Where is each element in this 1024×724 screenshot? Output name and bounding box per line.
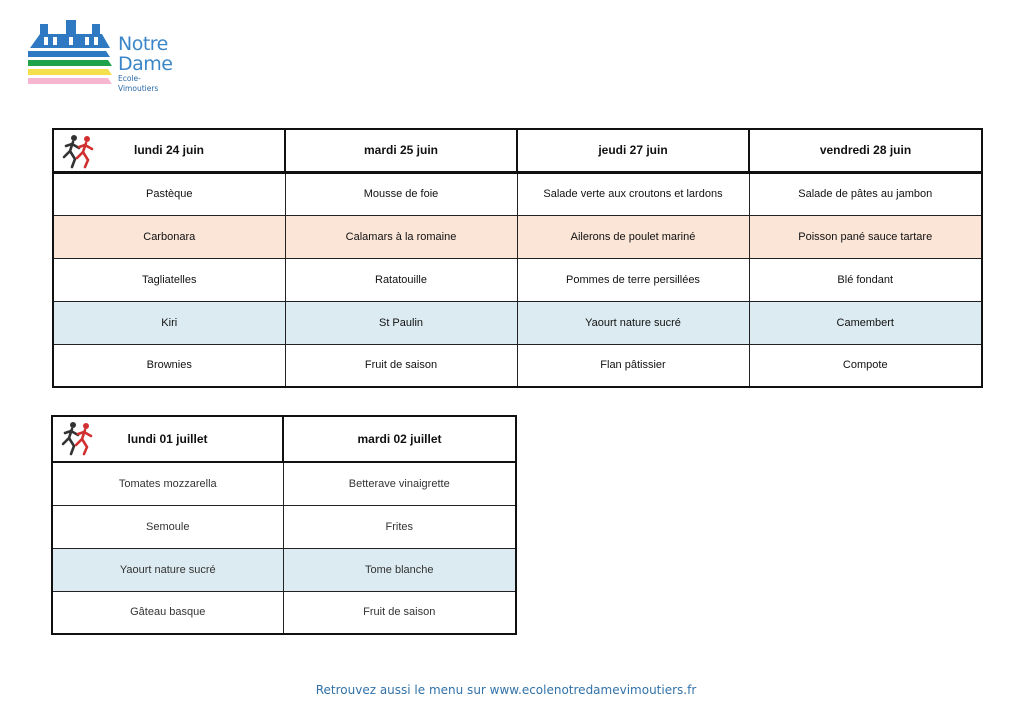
school-building-icon [26,20,116,96]
menu-cell: Fruit de saison [283,591,516,634]
menu-cell: Pommes de terre persillées [517,258,749,301]
menu-cell: Tomates mozzarella [52,462,283,505]
menu-cell: Camembert [749,301,982,344]
footer-website-note: Retrouvez aussi le menu sur www.ecolenotredamevimoutiers.fr [315,683,697,697]
menu-cell: Tome blanche [283,548,516,591]
menu-cell: Yaourt nature sucré [52,548,283,591]
menu-table-week-2 [51,415,517,635]
runners-icon [60,133,98,169]
menu-table-week-1 [52,128,983,388]
school-logo [26,20,178,98]
menu-row-side [53,258,982,301]
menu-cell: Fruit de saison [285,344,517,387]
menu-row-dairy [53,301,982,344]
menu-cell: Carbonara [53,215,285,258]
menu-row-dairy [52,548,516,591]
logo-line-dame: Dame [118,53,173,75]
menu-cell: Betterave vinaigrette [283,462,516,505]
table-header-row [53,129,982,172]
menu-cell: Brownies [53,344,285,387]
menu-row-dessert [52,591,516,634]
menu-row-starter [53,172,982,215]
menu-cell: Salade verte aux croutons et lardons [517,172,749,215]
logo-wordmark [118,34,178,94]
day-header [53,129,285,172]
logo-subtitle: Ecole-Vimoutiers [118,74,159,93]
menu-cell: Ratatouille [285,258,517,301]
menu-cell: Tagliatelles [53,258,285,301]
menu-cell: Flan pâtissier [517,344,749,387]
day-header [52,416,283,462]
menu-cell: Yaourt nature sucré [517,301,749,344]
menu-row-main [53,215,982,258]
day-header: jeudi 27 juin [517,129,749,172]
menu-cell: St Paulin [285,301,517,344]
menu-row-main [52,505,516,548]
menu-cell: Ailerons de poulet mariné [517,215,749,258]
menu-row-starter [52,462,516,505]
menu-cell: Gâteau basque [52,591,283,634]
menu-cell: Blé fondant [749,258,982,301]
menu-cell: Pastèque [53,172,285,215]
day-header: mardi 02 juillet [283,416,516,462]
menu-cell: Frites [283,505,516,548]
menu-cell: Compote [749,344,982,387]
menu-cell: Semoule [52,505,283,548]
day-header-label: lundi 24 juin [133,143,204,158]
menu-cell: Kiri [53,301,285,344]
menu-cell: Calamars à la romaine [285,215,517,258]
menu-cell: Poisson pané sauce tartare [749,215,982,258]
day-header: vendredi 28 juin [749,129,982,172]
menu-cell: Salade de pâtes au jambon [749,172,982,215]
menu-cell: Mousse de foie [285,172,517,215]
runners-icon [59,420,97,456]
day-header: mardi 25 juin [285,129,517,172]
day-header-label: lundi 01 juillet [127,432,208,446]
menu-row-dessert [53,344,982,387]
table-header-row [52,416,516,462]
logo-line-notre: Notre [118,33,168,55]
